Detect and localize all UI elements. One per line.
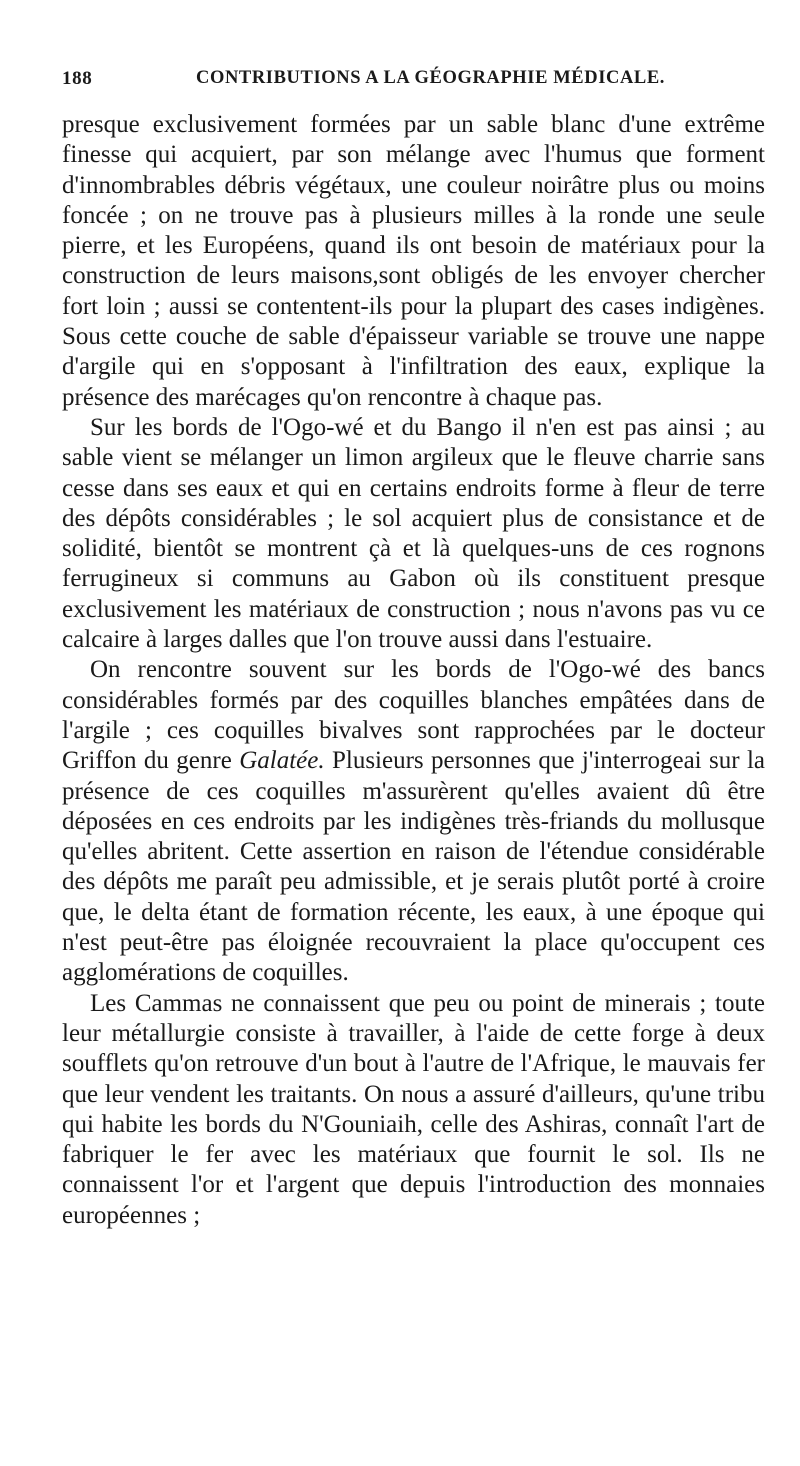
page-number: 188 xyxy=(62,68,93,89)
running-title: CONTRIBUTIONS A LA GÉOGRAPHIE MÉDICALE. xyxy=(196,68,666,88)
paragraph-4: Les Cammas ne connaissent que peu ou point de minerais ; toute leur métallurgie consiste à travailler, à l'aide de cette forge à deux soufflets qu'on retrouve d'un bout à l'autre de l'Afrique, le mauvais fer que leur vendent les traitants. On nous a assuré d'ailleurs, qu'une tribu qui habite les bords du N'Gouniaih, celle des Ashiras, connaît l'art de fabriquer le fer avec les matériaux que fournit le sol. Ils ne connaissent l'or et l'argent que depuis l'introduction des monnaies européennes ; xyxy=(62,989,765,1229)
page-body xyxy=(62,110,765,1231)
paragraph-2: Sur les bords de l'Ogo-wé et du Bango il n'en est pas ainsi ; au sable vient se mélanger un limon argileux que le fleuve charrie sans cesse dans ses eaux et qui en certains endroits forme à fleur de terre des dépôts considérables ; le sol acquiert plus de consistance et de solidité, bientôt se montrent çà et là quelques-uns de ces rognons ferrugineux si communs au Gabon où ils constituent presque exclusivement les matériaux de construction ; nous n'avons pas vu ce calcaire à larges dalles que l'on trouve aussi dans l'estuaire. xyxy=(62,413,765,654)
paragraph-1: presque exclusivement formées par un sable blanc d'une extrême finesse qui acquiert, par son mélange avec l'humus que forment d'innombrables débris végétaux, une couleur noirâtre plus ou moins foncée ; on ne trouve pas à plusieurs milles à la ronde une seule pierre, et les Européens, quand ils ont besoin de matériaux pour la construction de leurs maisons,sont obligés de les envoyer chercher fort loin ; aussi se contentent-ils pour la plupart des cases indigènes. Sous cette couche de sable d'épaisseur variable se trouve une nappe d'argile qui en s'opposant à l'infiltration des eaux, explique la présence des marécages qu'on rencontre à chaque pas. xyxy=(62,111,765,411)
book-page xyxy=(62,66,765,1231)
paragraph-3-italic-genus: Galatée. xyxy=(239,747,325,775)
paragraph-3 xyxy=(62,655,765,988)
running-head xyxy=(62,66,765,96)
paragraph-3-text-before: On rencontre souvent sur les bords de l'Ogo-wé des bancs considérables formés par des coquilles blanches empâtées dans de l'argile ; ces coquilles bivalves sont rapprochées par le docteur Griffon du genre xyxy=(62,656,765,775)
paragraph-3-text-after: Plusieurs personnes que j'interrogeai sur la présence de ces coquilles m'assurèrent qu'elles avaient dû être déposées en ces endroits par les indigènes très-friands du mollusque qu'elles abritent. Cette assertion en raison de l'étendue considérable des dépôts me paraît peu admissible, et je serais plutôt porté à croire que, le delta étant de formation récente, les eaux, à une époque qui n'est peut-être pas éloignée recouvraient la place qu'occupent ces agglomérations de coquilles. xyxy=(62,747,765,987)
